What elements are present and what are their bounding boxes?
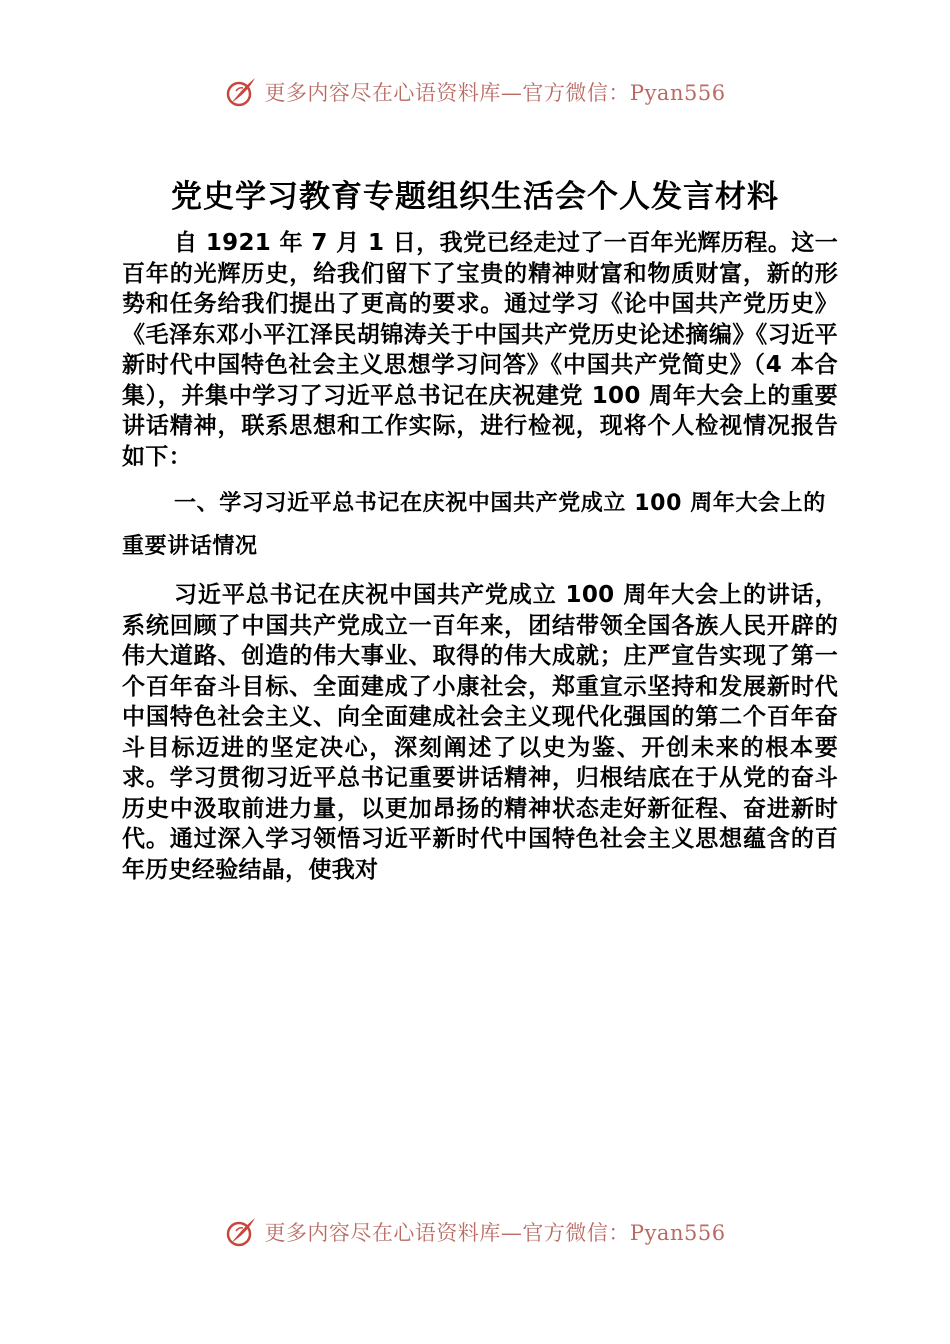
header-watermark bbox=[0, 72, 950, 112]
watermark-text: 更多内容尽在心语资料库—官方微信：Pyan556 bbox=[264, 1221, 726, 1245]
paragraph-speech-summary: 习近平总书记在庆祝中国共产党成立 100 周年大会上的讲话，系统回顾了中国共产党成立一百年来，团结带领全国各族人民开辟的伟大道路、创造的伟大事业、取得的伟大成就；庄严宣告实现了第一个百年奋斗目标、全面建成了小康社会，郑重宣示坚持和发展新时代中国特色社会主义、向全面建成社会主义现代化强国的第二个百年奋斗目标迈进的坚定决心，深刻阐述了以史为鉴、开创未来的根本要求。学习贯彻习近平总书记重要讲话精神，归根结底在于从党的奋斗历史中汲取前进力量，以更加昂扬的精神状态走好新征程、奋进新时代。通过深入学习领悟习近平新时代中国特色社会主义思想蕴含的百年历史经验结晶，使我对 bbox=[122, 582, 838, 883]
footer-watermark bbox=[0, 1212, 950, 1252]
watermark-text: 更多内容尽在心语资料库—官方微信：Pyan556 bbox=[264, 81, 726, 105]
document-body bbox=[122, 228, 838, 885]
section-heading: 一、学习习近平总书记在庆祝中国共产党成立 100 周年大会上的重要讲话情况 bbox=[122, 491, 826, 559]
quill-logo-icon bbox=[224, 75, 258, 109]
paragraph-intro: 自 1921 年 7 月 1 日，我党已经走过了一百年光辉历程。这一百年的光辉历史，给我们留下了宝贵的精神财富和物质财富，新的形势和任务给我们提出了更高的要求。通过学习《论中国共产党历史》《毛泽东邓小平江泽民胡锦涛关于中国共产党历史论述摘编》《习近平新时代中国特色社会主义思想学习问答》《中国共产党简史》（4 本合集），并集中学习了习近平总书记在庆祝建党 100 周年大会上的重要讲话精神，联系思想和工作实际，进行检视，现将个人检视情况报告如下： bbox=[122, 230, 838, 470]
quill-logo-icon bbox=[224, 1215, 258, 1249]
document-title: 党史学习教育专题组织生活会个人发言材料 bbox=[171, 178, 779, 215]
